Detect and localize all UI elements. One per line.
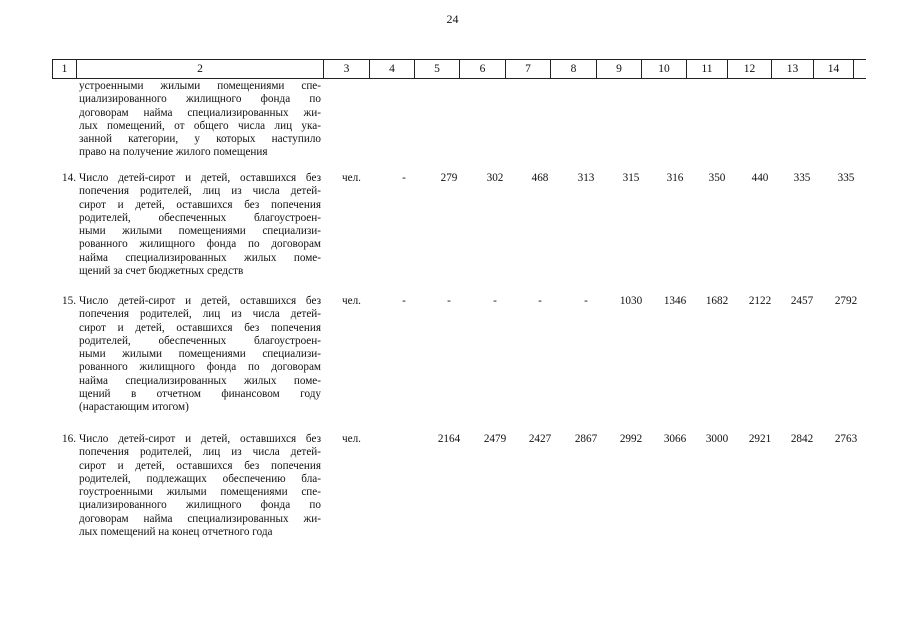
description-line: ными жилыми помещениями специализи- [79,225,321,238]
value-cell-col-9: 2992 [619,433,643,445]
description-line: право на получение жилого помещения [79,146,268,159]
row-number: 15. [62,295,76,307]
row-number: 14. [62,172,76,184]
unit-cell: чел. [342,433,361,445]
value-cell-col-9: 315 [622,172,640,184]
value-cell-col-12: 440 [751,172,769,184]
header-col-12: 12 [728,60,772,78]
value-cell-col-4: - [402,172,406,184]
value-cell-col-6: - [493,295,497,307]
header-col-11: 11 [687,60,728,78]
value-cell-col-10: 1346 [663,295,687,307]
description-line: попечения родителей, лиц из числа детей- [79,308,321,321]
description-line: найма специализированных жилых поме- [79,251,321,264]
value-cell-col-5: 279 [440,172,458,184]
description-line: рованного жилищного фонда по договорам [79,361,321,374]
value-cell-col-5: - [447,295,451,307]
description-line: родителей, обеспеченных благоустроен- [79,211,321,224]
continuation-description [79,80,321,160]
description-line: сирот и детей, оставшихся без попечения [79,459,321,472]
description-line: сирот и детей, оставшихся без попечения [79,198,321,211]
value-cell-col-9: 1030 [619,295,643,307]
header-col-2: 2 [77,60,324,78]
description-line: найма специализированных жилых поме- [79,374,321,387]
description-line: рованного жилищного фонда по договорам [79,238,321,251]
header-col-6: 6 [460,60,506,78]
value-cell-col-13: 2842 [790,433,814,445]
row-description [79,295,321,415]
value-cell-col-6: 2479 [483,433,507,445]
description-line: лых помещений на конец отчетного года [79,526,273,539]
value-cell-col-12: 2122 [748,295,772,307]
description-line: родителей, обеспеченных благоустроен- [79,334,321,347]
description-line: попечения родителей, лиц из числа детей- [79,446,321,459]
description-line: гоустроенными жилыми помещениями спе- [79,486,321,499]
description-line: щений в отчетном финансовом году [79,388,321,401]
value-cell-col-14: 335 [837,172,855,184]
description-line: Число детей-сирот и детей, оставшихся без [79,433,321,445]
description-line: договорам найма специализированных жи- [79,512,321,525]
value-cell-col-14: 2763 [834,433,858,445]
row-description [79,172,321,278]
description-line: попечения родителей, лиц из числа детей- [79,185,321,198]
description-line: договорам найма специализированных жи- [79,106,321,119]
value-cell-col-10: 316 [666,172,684,184]
description-line: занной категории, у которых наступило [79,133,321,146]
description-line: циализированного жилищного фонда по [79,93,321,106]
value-cell-col-11: 1682 [705,295,729,307]
header-col-8: 8 [551,60,597,78]
description-line: устроенными жилыми помещениями спе- [79,80,321,92]
value-cell-col-7: - [538,295,542,307]
header-col-14: 14 [814,60,854,78]
row-number: 16. [62,433,76,445]
description-line: ными жилыми помещениями специализи- [79,348,321,361]
value-cell-col-8: 313 [577,172,595,184]
value-cell-col-11: 350 [708,172,726,184]
header-col-1: 1 [53,60,77,78]
header-col-9: 9 [597,60,642,78]
value-cell-col-6: 302 [486,172,504,184]
header-col-5: 5 [415,60,460,78]
value-cell-col-4: - [402,295,406,307]
value-cell-col-10: 3066 [663,433,687,445]
description-line: циализированного жилищного фонда по [79,499,321,512]
table-header-row [52,59,866,79]
value-cell-col-8: 2867 [574,433,598,445]
unit-cell: чел. [342,172,361,184]
value-cell-col-12: 2921 [748,433,772,445]
unit-cell: чел. [342,295,361,307]
value-cell-col-7: 2427 [528,433,552,445]
description-line: сирот и детей, оставшихся без попечения [79,321,321,334]
description-line: щений за счет бюджетных средств [79,265,244,278]
value-cell-col-7: 468 [531,172,549,184]
header-col-13: 13 [772,60,814,78]
value-cell-col-13: 2457 [790,295,814,307]
header-col-10: 10 [642,60,687,78]
value-cell-col-5: 2164 [437,433,461,445]
description-line: родителей, подлежащих обеспечению бла- [79,472,321,485]
header-col-7: 7 [506,60,551,78]
page-number: 24 [446,12,459,26]
description-line: (нарастающим итогом) [79,401,189,414]
value-cell-col-11: 3000 [705,433,729,445]
value-cell-col-13: 335 [793,172,811,184]
description-line: Число детей-сирот и детей, оставшихся без [79,295,321,307]
value-cell-col-14: 2792 [834,295,858,307]
header-col-3: 3 [324,60,370,78]
description-line: Число детей-сирот и детей, оставшихся без [79,172,321,184]
value-cell-col-8: - [584,295,588,307]
header-col-4: 4 [370,60,415,78]
description-line: лых помещений, от общего числа лиц ука- [79,119,321,132]
row-description [79,433,321,539]
